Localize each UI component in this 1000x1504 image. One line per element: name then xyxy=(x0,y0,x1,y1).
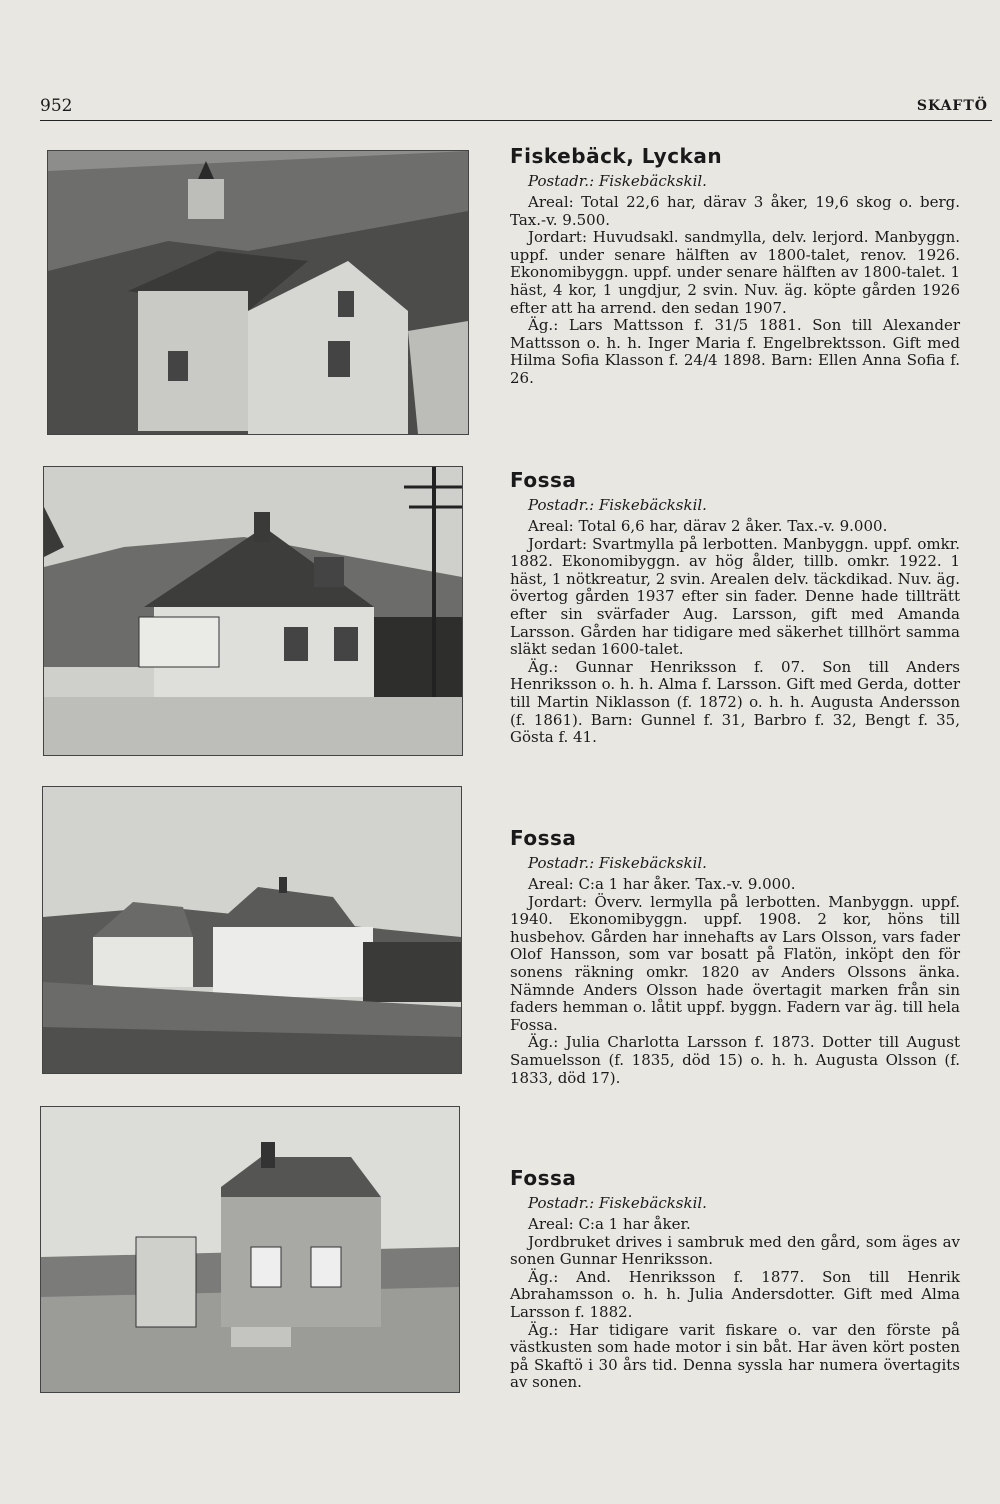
entry-paragraph: Jordart: Överv. lermylla på lerbotten. Manbyggn. uppf. 1940. Ekonomibyggn. uppf. 1908. 2 kor, höns till husbehov. Gården har innehafts av Lars Olsson, vars fader Olof Hansson, som var bosatt på Flatön, inköpt den för sonens räkning omkr. 1820 av Anders Olssons änka. Nämnde Anders Olsson hade övertagit marken från sin faders hemman o. låtit uppf. byggn. Fadern var äg. till hela Fossa. xyxy=(510,892,960,1034)
entry-paragraph: Äg.: Gunnar Henriksson f. 07. Son till Anders Henriksson o. h. h. Alma f. Larsson. Gift med Gerda, dotter till Martin Niklasson (f. 1872) o. h. h. Augusta Andersson (f. 1861). Barn: Gunnel f. 31, Barbro f. 32, Bengt f. 35, Gösta f. 41. xyxy=(510,657,960,747)
entry-paragraph: Areal: Total 6,6 har, därav 2 åker. Tax.-v. 9.000. xyxy=(528,517,888,535)
running-head: SKAFTÖ xyxy=(916,98,988,114)
entry-fossa-2 xyxy=(510,826,960,1087)
entry-paragraph: Äg.: Lars Mattsson f. 31/5 1881. Son till Alexander Mattsson o. h. h. Inger Maria f. Engelbrektsson. Gift med Hilma Sofia Klasson f. 24/4 1898. Barn: Ellen Anna Sofia f. 26. xyxy=(510,316,960,387)
entry-title: Fossa xyxy=(510,468,577,492)
entry-paragraph: Jordart: Svartmylla på lerbotten. Manbyggn. uppf. omkr. 1882. Ekonomibyggn. av hög ålder, tillb. omkr. 1922. 1 häst, 1 nötkreatur, 2 svin. Arealen delv. täckdikad. Nuv. äg. övertog gården 1937 efter sin fader. Denne hade tillträtt efter sin svärfader Aug. Larsson, gift med Amanda Larsson. Gården har tidigare med säkerhet tillhört samma släkt sedan 1600-talet. xyxy=(510,534,960,659)
farmhouse-photo-1 xyxy=(47,150,469,435)
entry-paragraph: Äg.: Har tidigare varit fiskare o. var den förste på västkusten som hade motor i sin båt. Har även kört posten på Skaftö i 30 års tid. Denna syssla har numera övertagits av sonen. xyxy=(510,1320,960,1392)
entry-paragraph: Areal: C:a 1 har åker. xyxy=(528,1215,691,1233)
entry-paragraph: Jordbruket drives i sambruk med den gård, som äges av sonen Gunnar Henriksson. xyxy=(510,1232,960,1269)
farmhouse-photo-4 xyxy=(40,1106,460,1393)
entry-title: Fossa xyxy=(510,826,577,850)
entry-postal-address: Postadr.: Fiskebäckskil. xyxy=(528,172,707,190)
entry-fossa-3 xyxy=(510,1166,960,1392)
header-rule xyxy=(40,120,992,121)
entry-paragraph: Areal: Total 22,6 har, därav 3 åker, 19,6 skog o. berg. Tax.-v. 9.500. xyxy=(510,193,960,229)
page-number: 952 xyxy=(40,96,73,116)
entry-title: Fossa xyxy=(510,1166,577,1190)
entry-postal-address: Postadr.: Fiskebäckskil. xyxy=(528,496,707,514)
entry-postal-address: Postadr.: Fiskebäckskil. xyxy=(528,854,707,872)
entry-fossa-1 xyxy=(510,468,960,747)
entry-postal-address: Postadr.: Fiskebäckskil. xyxy=(528,1194,707,1212)
entry-paragraph: Areal: C:a 1 har åker. Tax.-v. 9.000. xyxy=(528,875,796,893)
entry-title: Fiskebäck, Lyckan xyxy=(510,144,723,168)
entry-fiskeback-lyckan xyxy=(510,144,960,388)
farmhouse-photo-2 xyxy=(43,466,463,756)
entry-paragraph: Jordart: Huvudsakl. sandmylla, delv. lerjord. Manbyggn. uppf. under senare hälften av 1800-talet, renov. 1926. Ekonomibyggn. uppf. under senare hälften av 1800-talet. 1 häst, 4 kor, 1 ungdjur, 2 svin. Nuv. äg. köpte gården 1926 efter att ha arrend. den sedan 1907. xyxy=(510,228,960,317)
entry-paragraph: Äg.: And. Henriksson f. 1877. Son till Henrik Abrahamsson o. h. h. Julia Andersdotter. Gift med Alma Larsson f. 1882. xyxy=(510,1267,960,1321)
farmhouse-photo-3 xyxy=(42,786,462,1074)
entry-paragraph: Äg.: Julia Charlotta Larsson f. 1873. Dotter till August Samuelsson (f. 1835, död 15) o. h. h. Augusta Olsson (f. 1833, död 17). xyxy=(510,1033,960,1087)
